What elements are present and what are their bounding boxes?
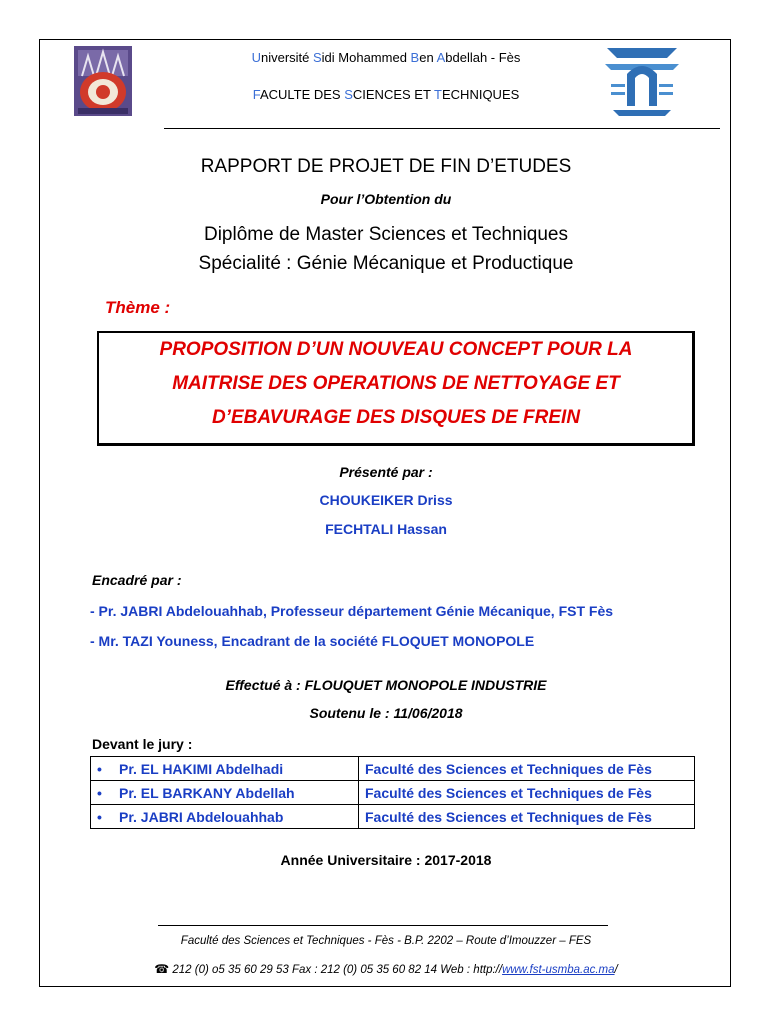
jury-member-name: Pr. JABRI Abdelouahhab bbox=[119, 808, 284, 825]
accent-initial: S bbox=[344, 87, 353, 102]
theme-line: PROPOSITION D’UN NOUVEAU CONCEPT POUR LA bbox=[159, 339, 633, 360]
footer-address: Faculté des Sciences et Techniques - Fès - B.P. 2202 – Route d’Imouzzer – FES bbox=[180, 935, 592, 947]
supervisor-item: - Mr. TAZI Youness, Encadrant de la société FLOQUET MONOPOLE bbox=[90, 633, 535, 649]
table-row bbox=[91, 781, 695, 805]
internship-location: Effectué à : FLOUQUET MONOPOLE INDUSTRIE bbox=[225, 677, 547, 693]
accent-initial: F bbox=[252, 87, 260, 102]
page-frame bbox=[39, 39, 731, 987]
presented-by-label: Présenté par : bbox=[339, 464, 433, 480]
jury-member-cell bbox=[91, 781, 359, 805]
jury-label: Devant le jury : bbox=[92, 736, 193, 752]
jury-member-cell bbox=[91, 805, 359, 829]
author-name: CHOUKEIKER Driss bbox=[319, 492, 453, 508]
accent-initial: A bbox=[436, 50, 446, 65]
theme-line: MAITRISE DES OPERATIONS DE NETTOYAGE ET bbox=[172, 373, 620, 394]
header-text: idi Mohammed bbox=[321, 50, 411, 65]
bullet-icon: • bbox=[97, 784, 102, 801]
jury-institution: Faculté des Sciences et Techniques de Fès bbox=[359, 781, 695, 805]
bullet-icon: • bbox=[97, 760, 102, 777]
supervisor-item: - Pr. JABRI Abdelouahhab, Professeur département Génie Mécanique, FST Fès bbox=[90, 603, 614, 619]
accent-initial: T bbox=[434, 87, 442, 102]
report-purpose: Pour l’Obtention du bbox=[320, 191, 452, 207]
footer-tail: / bbox=[614, 964, 618, 976]
phone-icon: ☎ bbox=[154, 962, 170, 976]
accent-initial: U bbox=[251, 50, 261, 65]
bullet-icon: • bbox=[97, 808, 102, 825]
accent-initial: S bbox=[313, 50, 322, 65]
footer-tel: 212 (0) o5 35 60 29 53 Fax : 212 (0) 05 35 60 82 14 Web : http:// bbox=[169, 964, 503, 976]
header-divider bbox=[164, 128, 720, 129]
header-text: niversité bbox=[260, 50, 313, 65]
website-link[interactable]: www.fst-usmba.ac.ma bbox=[502, 964, 615, 976]
specialty-title: Spécialité : Génie Mécanique et Productique bbox=[198, 253, 574, 274]
header-text: bdellah - Fès bbox=[445, 50, 521, 65]
jury-institution: Faculté des Sciences et Techniques de Fès bbox=[359, 757, 695, 781]
author-name: FECHTALI Hassan bbox=[325, 521, 447, 537]
faculty-name bbox=[40, 87, 732, 102]
table-row bbox=[91, 805, 695, 829]
supervised-by-label: Encadré par : bbox=[92, 572, 182, 588]
table-row bbox=[91, 757, 695, 781]
jury-table bbox=[90, 756, 695, 829]
theme-label: Thème : bbox=[105, 298, 171, 317]
theme-box bbox=[97, 331, 695, 446]
academic-year: Année Universitaire : 2017-2018 bbox=[280, 852, 492, 868]
jury-institution: Faculté des Sciences et Techniques de Fès bbox=[359, 805, 695, 829]
footer-divider bbox=[158, 925, 608, 926]
diploma-title: Diplôme de Master Sciences et Techniques bbox=[203, 224, 568, 245]
header-text: en bbox=[419, 50, 437, 65]
accent-initial: B bbox=[410, 50, 420, 65]
defense-date: Soutenu le : 11/06/2018 bbox=[309, 705, 463, 721]
jury-member-name: Pr. EL BARKANY Abdellah bbox=[119, 784, 295, 801]
header-text: ECHNIQUES bbox=[442, 87, 520, 102]
report-title: RAPPORT DE PROJET DE FIN D’ETUDES bbox=[200, 156, 572, 177]
header-text: CIENCES ET bbox=[352, 87, 435, 102]
jury-member-name: Pr. EL HAKIMI Abdelhadi bbox=[119, 760, 284, 777]
university-name bbox=[40, 50, 732, 65]
theme-line: D’EBAVURAGE DES DISQUES DE FREIN bbox=[211, 407, 581, 428]
jury-member-cell bbox=[91, 757, 359, 781]
footer-contact bbox=[40, 962, 732, 976]
header-text: ACULTE DES bbox=[259, 87, 345, 102]
